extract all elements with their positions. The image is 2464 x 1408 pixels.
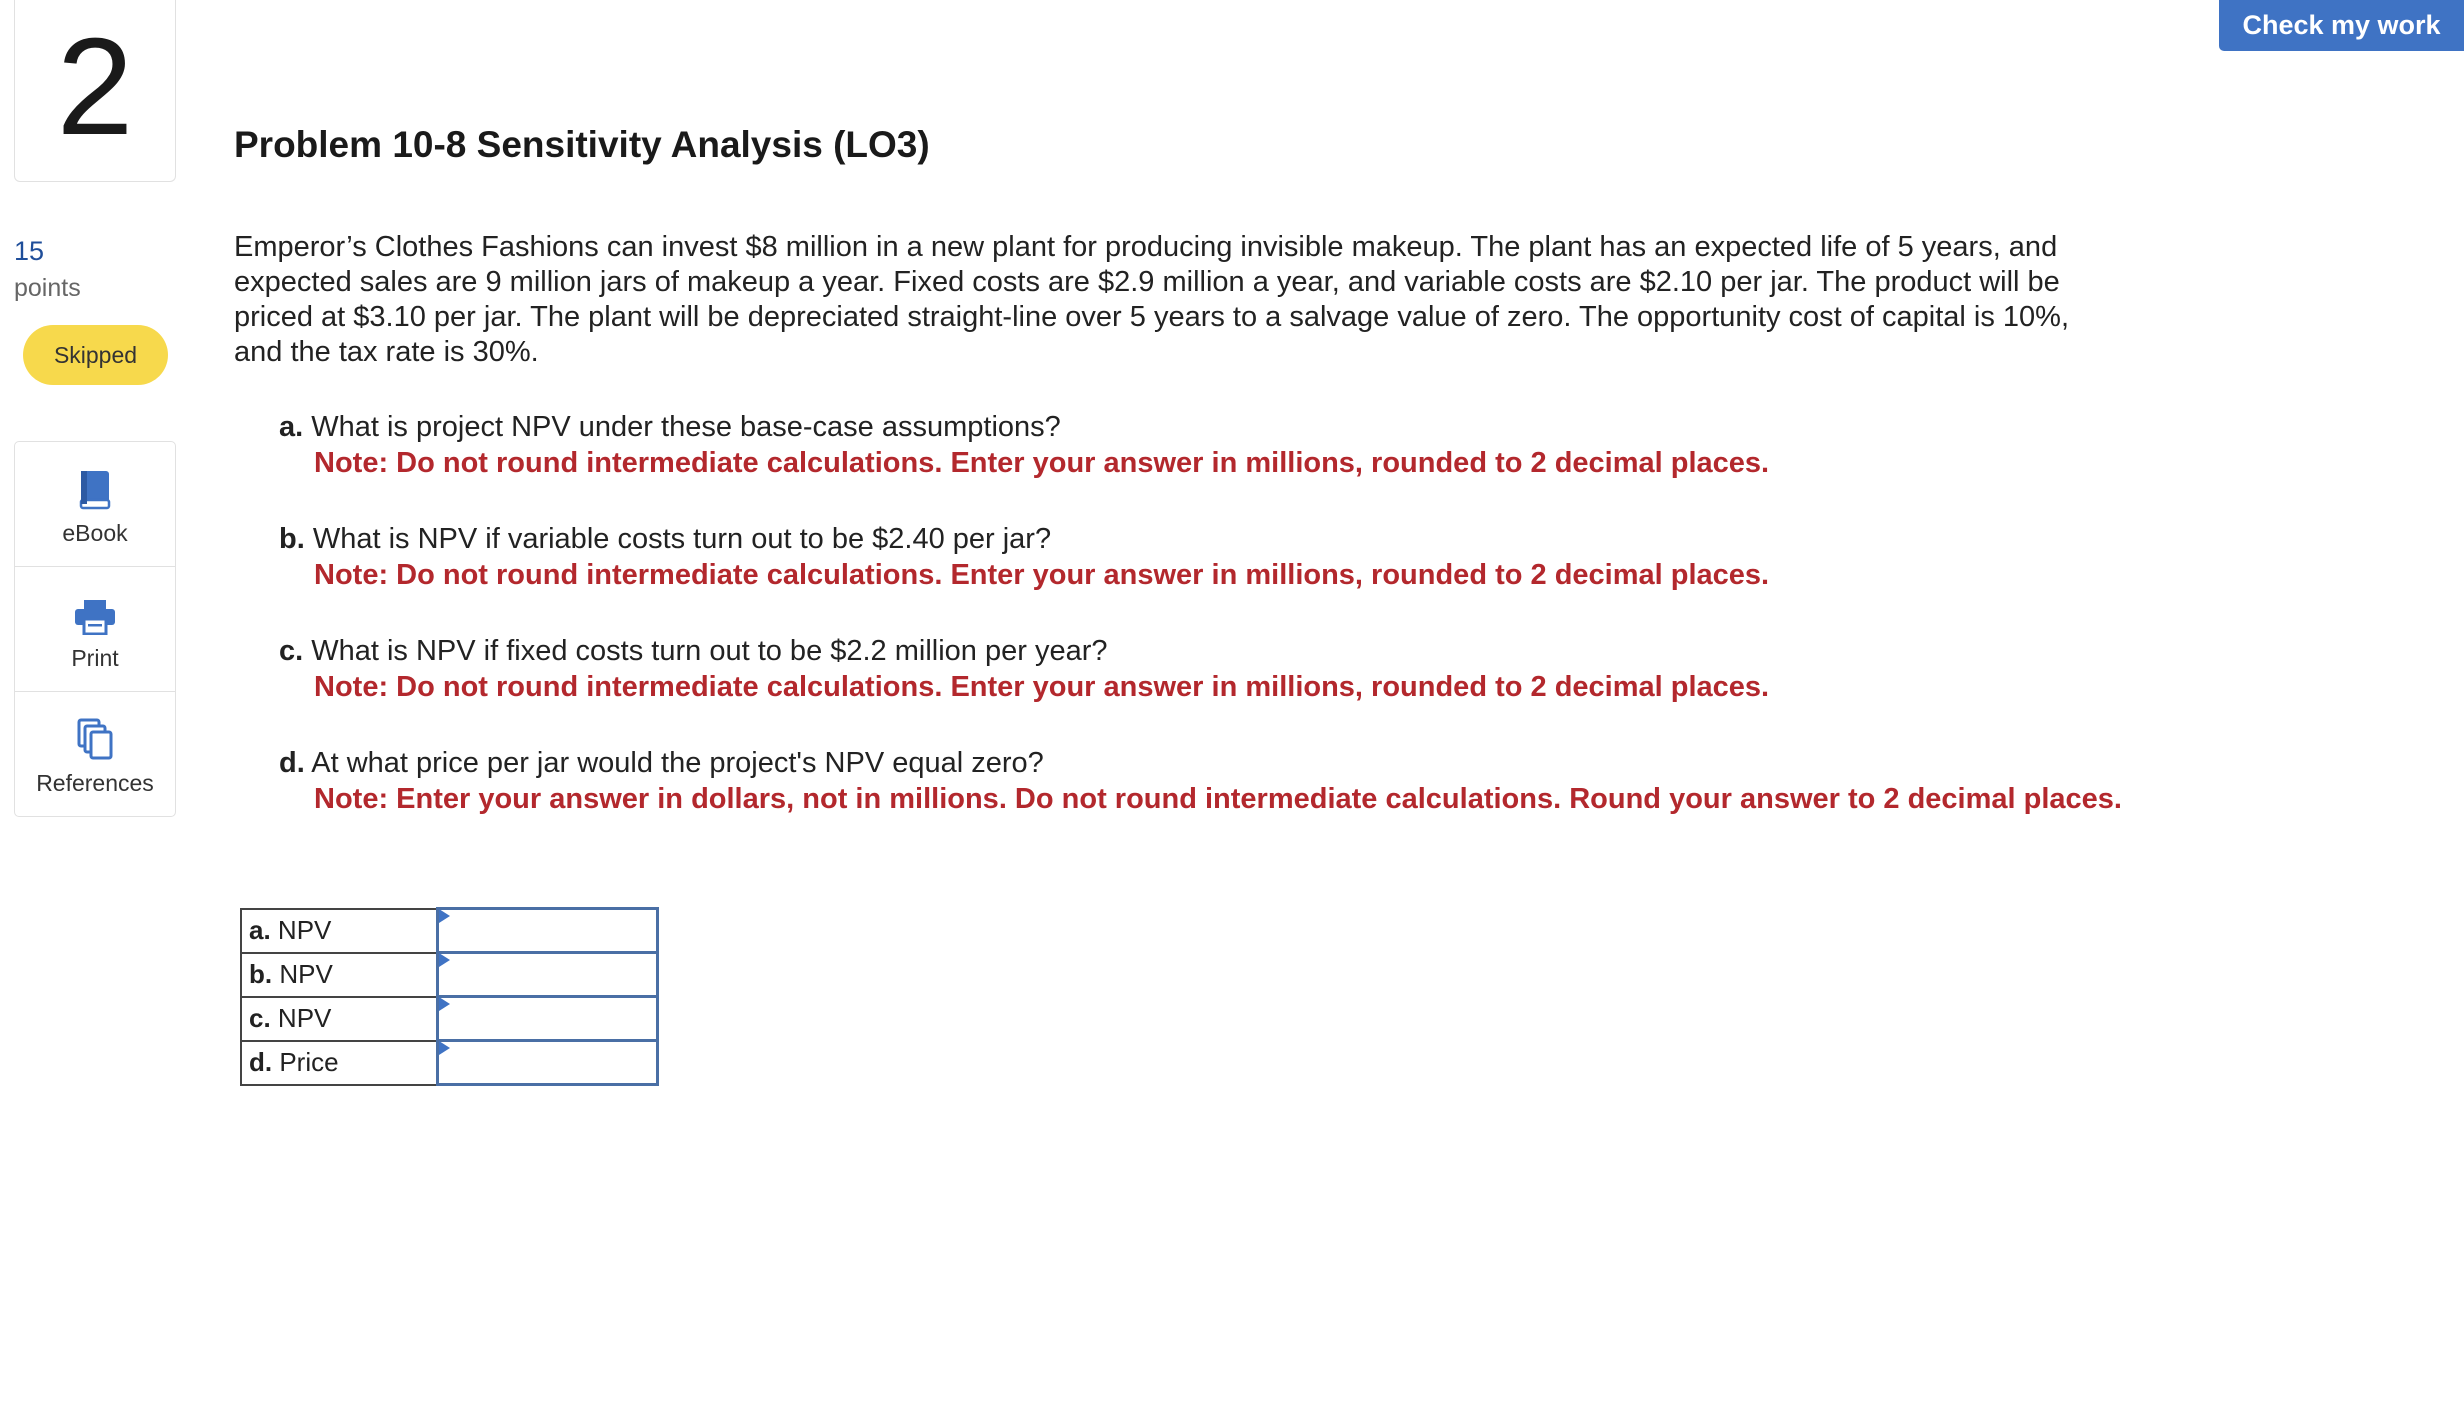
table-row bbox=[241, 953, 657, 997]
ebook-label: eBook bbox=[62, 519, 128, 546]
part-question: What is NPV if fixed costs turn out to be $2.2 million per year? bbox=[311, 635, 1108, 667]
references-button[interactable] bbox=[15, 692, 175, 816]
points-value: 15 bbox=[14, 236, 45, 266]
part-note: Note: Do not round intermediate calculations. Enter your answer in millions, rounded to 2 decimal places. bbox=[314, 671, 1770, 703]
part-note: Note: Enter your answer in dollars, not in millions. Do not round intermediate calculations. Round your answer to 2 decimal places. bbox=[314, 783, 2122, 815]
table-row bbox=[241, 997, 657, 1041]
part-letter: d. bbox=[279, 747, 305, 779]
answer-label-text: NPV bbox=[277, 1003, 332, 1033]
answer-cell bbox=[437, 1041, 657, 1085]
input-marker-icon bbox=[439, 953, 450, 967]
copy-icon bbox=[77, 712, 113, 760]
input-marker-icon bbox=[439, 1041, 450, 1055]
tools-panel bbox=[14, 441, 176, 817]
printer-icon bbox=[74, 587, 116, 635]
question-number: 2 bbox=[56, 9, 134, 164]
npv-b-input[interactable] bbox=[439, 956, 656, 994]
part-letter: b. bbox=[279, 523, 305, 555]
answer-label-text: NPV bbox=[277, 915, 332, 945]
question-number-box bbox=[14, 0, 176, 182]
table-row bbox=[241, 1041, 657, 1085]
problem-title: Problem 10-8 Sensitivity Analysis (LO3) bbox=[234, 124, 930, 165]
input-marker-icon bbox=[439, 997, 450, 1011]
table-row bbox=[241, 909, 657, 953]
part-question: What is NPV if variable costs turn out to be $2.40 per jar? bbox=[312, 523, 1052, 555]
answer-letter: b. bbox=[249, 959, 273, 989]
answer-letter: d. bbox=[249, 1047, 273, 1077]
npv-c-input[interactable] bbox=[439, 1000, 656, 1038]
points-label: points bbox=[14, 274, 81, 302]
ebook-button[interactable] bbox=[15, 442, 175, 567]
answer-letter: c. bbox=[249, 1003, 271, 1033]
question-part-d bbox=[279, 745, 2139, 817]
answer-cell bbox=[437, 997, 657, 1041]
answer-label bbox=[241, 1041, 437, 1085]
answer-cell bbox=[437, 909, 657, 953]
answer-cell bbox=[437, 953, 657, 997]
part-question: At what price per jar would the project's NPV equal zero? bbox=[311, 747, 1044, 779]
answer-table bbox=[240, 907, 659, 1086]
answer-letter: a. bbox=[249, 915, 271, 945]
references-label: References bbox=[36, 769, 154, 796]
print-label: Print bbox=[71, 644, 119, 671]
part-letter: a. bbox=[279, 411, 304, 443]
part-letter: c. bbox=[279, 635, 304, 667]
answer-label bbox=[241, 909, 437, 953]
answer-label bbox=[241, 997, 437, 1041]
check-my-work-button[interactable]: Check my work bbox=[2219, 0, 2464, 51]
part-question: What is project NPV under these base-case assumptions? bbox=[311, 411, 1061, 443]
status-badge: Skipped bbox=[23, 325, 168, 385]
part-note: Note: Do not round intermediate calculations. Enter your answer in millions, rounded to 2 decimal places. bbox=[314, 559, 1770, 591]
book-icon bbox=[78, 462, 112, 510]
print-button[interactable] bbox=[15, 567, 175, 692]
question-part-c bbox=[279, 633, 2139, 705]
question-part-a bbox=[279, 409, 2139, 481]
price-d-input[interactable] bbox=[439, 1044, 656, 1082]
answer-label-text: NPV bbox=[279, 959, 333, 989]
part-note: Note: Do not round intermediate calculations. Enter your answer in millions, rounded to 2 decimal places. bbox=[314, 447, 1770, 479]
input-marker-icon bbox=[439, 909, 450, 923]
answer-label bbox=[241, 953, 437, 997]
problem-intro: Emperor’s Clothes Fashions can invest $8 million in a new plant for producing invisible makeup. The plant has an expected life of 5 years, and expected sales are 9 million jars of makeup a year. Fixed costs are $2.9 million a year, and variable costs are $2.10 per jar. The product will be priced at $3.10 per jar. The plant will be depreciated straight-line over 5 years to a salvage value of zero. The opportunity cost of capital is 10%, and the tax rate is 30%. bbox=[234, 231, 2070, 368]
question-part-b bbox=[279, 521, 2139, 593]
answer-label-text: Price bbox=[279, 1047, 339, 1077]
npv-a-input[interactable] bbox=[439, 912, 656, 950]
